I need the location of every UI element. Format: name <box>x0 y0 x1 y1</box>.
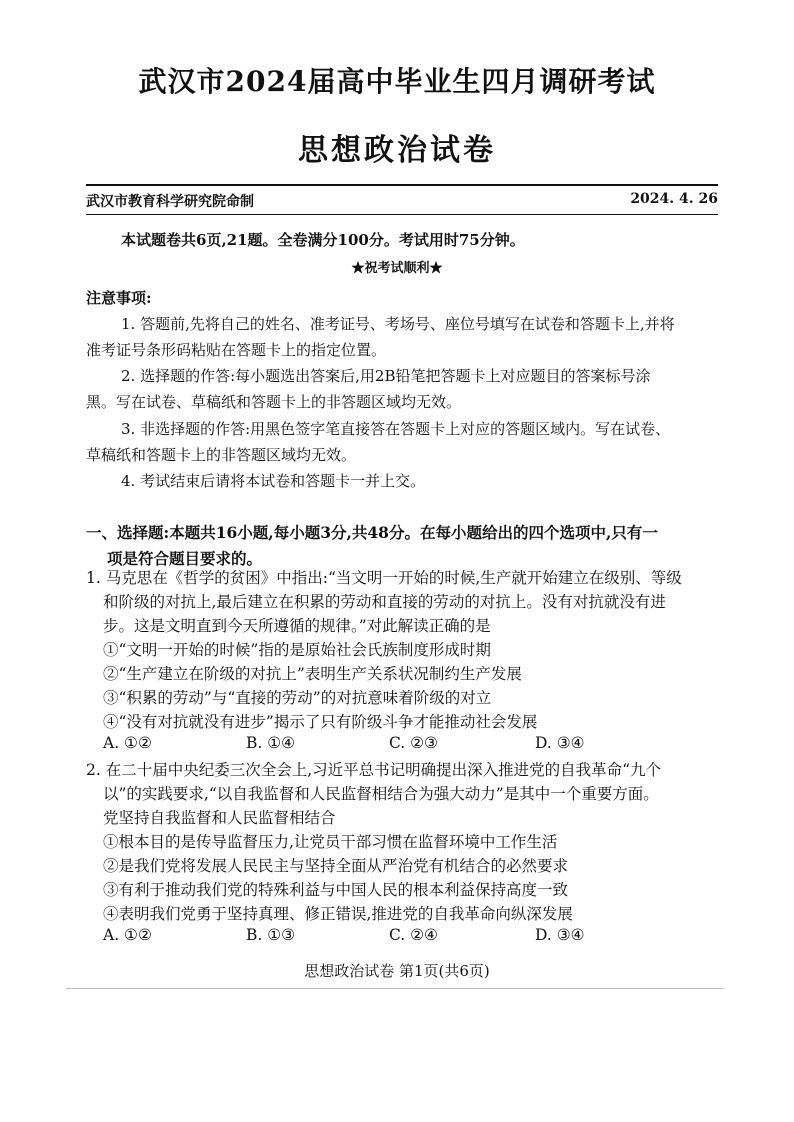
q2-option-a: A. ①② <box>103 926 152 944</box>
q1-statement-1: ①“文明一开始的时候”指的是原始社会氏族制度形成时期 <box>103 641 491 659</box>
good-luck-line: ★祝考试顺利★ <box>351 261 443 276</box>
q1-option-d: D. ③④ <box>535 734 585 752</box>
notice-item-2-line-1: 2. 选择题的作答:每小题选出答案后,用2B铅笔把答题卡上对应题目的答案标号涂 <box>121 367 651 385</box>
header-rule-top <box>86 184 718 186</box>
page-footer: 思想政治试卷 第1页(共6页) <box>304 962 490 980</box>
q1-option-c: C. ②③ <box>389 734 438 752</box>
q1-stem-line-1: 1. 马克思在《哲学的贫困》中指出:“当文明一开始的时候,生产就开始建立在级别、等级 <box>86 569 682 587</box>
footer-rule <box>66 988 724 989</box>
q1-option-b: B. ①④ <box>246 734 296 752</box>
q2-option-b: B. ①③ <box>246 926 296 944</box>
q1-stem-line-2: 和阶级的对抗上,最后建立在积累的劳动和直接的劳动的对抗上。没有对抗就没有进 <box>103 593 666 611</box>
exam-title: 武汉市2024届高中毕业生四月调研考试 <box>138 65 656 98</box>
notice-heading: 注意事项: <box>86 289 152 307</box>
q1-option-a: A. ①② <box>103 734 152 752</box>
notice-item-4: 4. 考试结束后请将本试卷和答题卡一并上交。 <box>121 472 426 490</box>
issuing-organization: 武汉市教育科学研究院命制 <box>86 194 254 210</box>
q2-statement-4: ④表明我们党勇于坚持真理、修正错误,推进党的自我革命向纵深发展 <box>103 905 573 923</box>
notice-item-1-line-1: 1. 答题前,先将自己的姓名、准考证号、考场号、座位号填写在试卷和答题卡上,并将 <box>121 315 675 333</box>
q2-stem-line-2: 以”的实践要求,“以自我监督和人民监督相结合为强大动力”是其中一个重要方面。 <box>103 785 659 803</box>
q2-statement-2: ②是我们党将发展人民民主与坚持全面从严治党有机结合的必然要求 <box>103 857 569 875</box>
exam-date: 2024. 4. 26 <box>630 191 718 207</box>
subject-title: 思想政治试卷 <box>298 133 496 168</box>
notice-item-1-line-2: 准考证号条形码粘贴在答题卡上的指定位置。 <box>86 341 387 359</box>
q2-option-d: D. ③④ <box>535 926 585 944</box>
section-heading: 一、选择题:本题共16小题,每小题3分,共48分。在每小题给出的四个选项中,只有一 <box>86 523 658 542</box>
exam-intro: 本试题卷共6页,21题。全卷满分100分。考试用时75分钟。 <box>121 231 525 249</box>
q2-option-c: C. ②④ <box>389 926 438 944</box>
q2-stem-line-3: 党坚持自我监督和人民监督相结合 <box>103 809 336 827</box>
notice-item-3-line-1: 3. 非选择题的作答:用黑色签字笔直接答在答题卡上对应的答题区域内。写在试卷、 <box>121 420 671 438</box>
q2-stem-line-1: 2. 在二十届中央纪委三次全会上,习近平总书记明确提出深入推进党的自我革命“九个 <box>86 761 662 779</box>
q1-statement-2: ②“生产建立在阶级的对抗上”表明生产关系状况制约生产发展 <box>103 665 522 683</box>
q2-statement-1: ①根本目的是传导监督压力,让党员干部习惯在监督环境中工作生活 <box>103 833 558 851</box>
q1-stem-line-3: 步。这是文明直到今天所遵循的规律。”对此解读正确的是 <box>103 617 491 635</box>
header-rule-bottom <box>86 214 718 215</box>
section-heading-continued: 项是符合题目要求的。 <box>107 549 263 568</box>
notice-item-2-line-2: 黑。写在试卷、草稿纸和答题卡上的非答题区域均无效。 <box>86 393 462 411</box>
q1-statement-4: ④“没有对抗就没有进步”揭示了只有阶级斗争才能推动社会发展 <box>103 713 538 731</box>
q2-statement-3: ③有利于推动我们党的特殊利益与中国人民的根本利益保持高度一致 <box>103 881 569 899</box>
q1-statement-3: ③“积累的劳动”与“直接的劳动”的对抗意味着阶级的对立 <box>103 689 492 707</box>
notice-item-3-line-2: 草稿纸和答题卡上的非答题区域均无效。 <box>86 446 357 464</box>
